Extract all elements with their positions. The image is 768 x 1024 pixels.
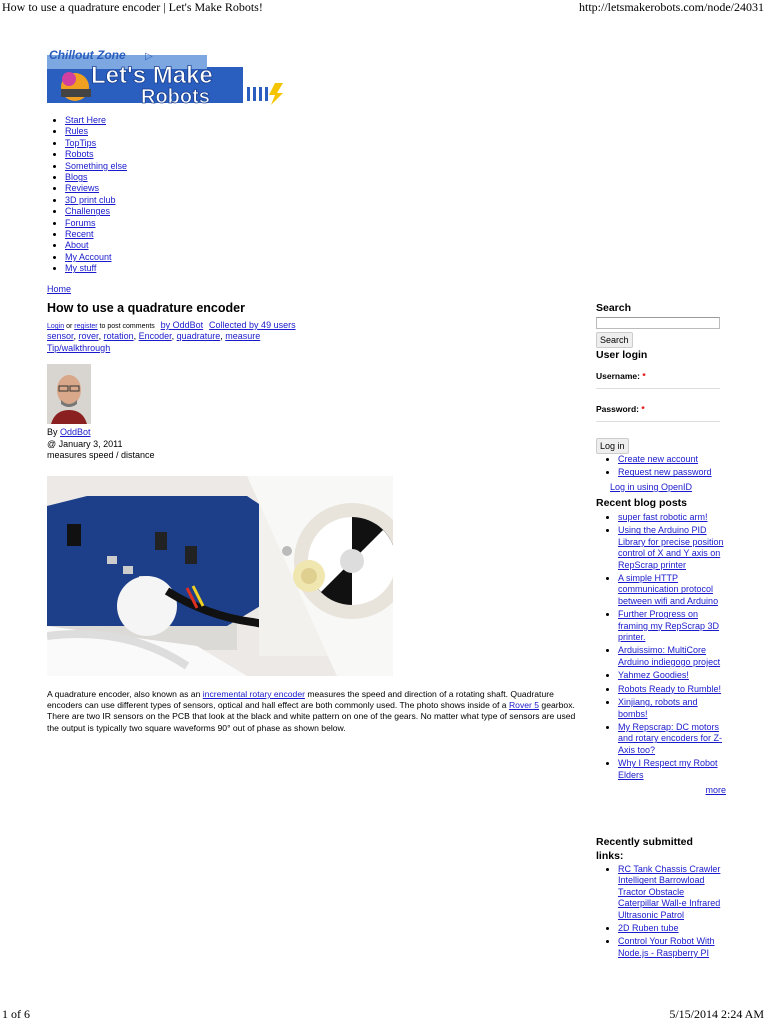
search-heading: Search	[596, 302, 632, 314]
nav-item	[65, 218, 127, 229]
nav-item	[65, 138, 127, 149]
blog-heading: Recent blog posts	[596, 497, 688, 509]
nav-item	[65, 229, 127, 240]
nav-link-my-stuff[interactable]: My stuff	[65, 263, 97, 274]
main-nav	[47, 115, 127, 275]
byline-author-link[interactable]: OddBot	[60, 427, 91, 437]
body-text-1: A quadrature encoder, also known as an	[47, 689, 203, 699]
register-link[interactable]: register	[74, 323, 98, 330]
nav-link-something-else[interactable]: Something else	[65, 160, 128, 171]
login-block	[596, 349, 726, 422]
links-list	[596, 864, 726, 959]
post-date: @ January 3, 2011	[47, 438, 123, 449]
nav-link-rules[interactable]: Rules	[65, 126, 89, 137]
article-body	[47, 689, 587, 734]
nav-item	[65, 183, 127, 194]
blog-post-link-super-fast-robotic-arm[interactable]: super fast robotic arm!	[618, 512, 708, 522]
blog-list	[596, 512, 726, 781]
print-footer-datetime: 5/15/2014 2:24 AM	[669, 1007, 764, 1021]
submitted-item	[618, 923, 726, 934]
account-item	[618, 454, 726, 465]
blog-post-item	[618, 645, 726, 668]
login-actions	[596, 438, 726, 492]
nav-item	[65, 263, 127, 274]
password-label: Password: *	[596, 404, 645, 414]
password-input[interactable]	[596, 414, 720, 422]
username-input[interactable]	[596, 381, 720, 389]
post-comments-text: to post comments	[97, 323, 155, 330]
account-link-create-new-account[interactable]: Create new account	[618, 454, 699, 464]
required-mark: *	[642, 371, 646, 381]
nav-item	[65, 172, 127, 183]
nav-link-toptips[interactable]: TopTips	[65, 137, 97, 148]
search-block	[596, 302, 726, 348]
print-header	[0, 0, 768, 16]
blog-post-item	[618, 722, 726, 756]
recent-links-block	[596, 835, 726, 961]
search-button[interactable]: Search	[596, 332, 633, 348]
tag-link-quadrature[interactable]: quadrature	[176, 331, 221, 341]
blog-post-link-xinjiang-robots-and-bombs[interactable]: Xinjiang, robots and bombs!	[618, 697, 698, 719]
tag-separator: ,	[133, 331, 139, 341]
tag-separator: ,	[220, 331, 226, 341]
nav-item	[65, 252, 127, 263]
logo-top-text: Chillout Zone	[49, 48, 126, 62]
login-heading: User login	[596, 349, 648, 361]
nav-item	[65, 240, 127, 251]
nav-link-robots[interactable]: Robots	[65, 149, 94, 160]
nav-link-reviews[interactable]: Reviews	[65, 183, 100, 194]
required-mark: *	[641, 404, 645, 414]
nav-item	[65, 126, 127, 137]
print-header-url: http://letsmakerobots.com/node/24031	[579, 0, 764, 14]
nav-link-3d-print-club[interactable]: 3D print club	[65, 194, 116, 205]
submitted-link-rc-tank-chassis-crawler-intell[interactable]: RC Tank Chassis Crawler Intelligent Barrowload Tractor Obstacle Caterpillar Wall-e Infrared Ultrasonic Patrol	[618, 864, 721, 920]
blog-post-link-using-the-arduino-pid-library-[interactable]: Using the Arduino PID Library for precise position control of X and Y axis on RepScrap printer	[618, 525, 724, 570]
or-text: or	[64, 323, 75, 330]
nav-link-challenges[interactable]: Challenges	[65, 206, 111, 217]
nav-link-my-account[interactable]: My Account	[65, 251, 112, 262]
blog-post-link-further-progress-on-framing-my[interactable]: Further Progress on framing my RepScrap 3D printer.	[618, 609, 720, 643]
blog-post-item	[618, 525, 726, 571]
tag-separator: ,	[98, 331, 104, 341]
tag-link-rover[interactable]: rover	[78, 331, 99, 341]
author-avatar[interactable]	[47, 364, 91, 424]
print-header-title: How to use a quadrature encoder | Let's Make Robots!	[2, 0, 263, 14]
blog-post-item	[618, 573, 726, 607]
blog-post-item	[618, 697, 726, 720]
logo-line2: Robots	[141, 86, 210, 107]
account-link-request-new-password[interactable]: Request new password	[618, 467, 712, 478]
author-link[interactable]: by OddBot	[160, 320, 204, 330]
rover-5-link[interactable]: Rover 5	[508, 700, 540, 711]
submitted-link-2d-ruben-tube[interactable]: 2D Ruben tube	[618, 923, 679, 934]
breadcrumb-home[interactable]: Home	[47, 284, 72, 294]
tag-separator: ,	[171, 331, 177, 341]
blog-post-item	[618, 758, 726, 781]
nav-item	[65, 149, 127, 160]
article-title: How to use a quadrature encoder	[47, 301, 245, 315]
collected-link[interactable]: Collected by 49 users	[209, 320, 296, 330]
tag-separator: ,	[73, 331, 79, 341]
tag-link-encoder[interactable]: Encoder	[138, 331, 172, 341]
more-link[interactable]: more	[705, 784, 726, 795]
print-footer	[0, 1006, 768, 1024]
tag-link-rotation[interactable]: rotation	[103, 331, 134, 341]
site-logo[interactable]	[47, 45, 297, 107]
svg-text:▷: ▷	[145, 51, 153, 62]
category-link[interactable]: Tip/walkthrough	[47, 342, 111, 353]
account-item	[618, 467, 726, 478]
tag-link-sensor[interactable]: sensor	[47, 331, 74, 341]
submitted-link-control-your-robot-with-node-j[interactable]: Control Your Robot With Node.js - Raspberry PI	[618, 936, 715, 958]
account-links	[596, 454, 726, 479]
blog-post-link-my-repscrap-dc-motors-and-rota[interactable]: My Repscrap: DC motors and rotary encoders for Z-Axis too?	[618, 721, 723, 755]
byline	[47, 427, 155, 462]
blog-post-link-arduissimo-multicore-arduino-i[interactable]: Arduissimo: MultiCore Arduino indiegogo project	[618, 645, 721, 667]
nav-link-about[interactable]: About	[65, 240, 89, 251]
blog-post-link-why-i-respect-my-robot-elders[interactable]: Why I Respect my Robot Elders	[618, 758, 718, 780]
nav-link-forums[interactable]: Forums	[65, 217, 96, 228]
article-subtitle: measures speed / distance	[47, 450, 155, 460]
blog-post-item	[618, 670, 726, 681]
logo-line1: Let's Make	[91, 62, 213, 89]
nav-item	[65, 161, 127, 172]
blog-post-item	[618, 512, 726, 523]
article-tags	[47, 331, 260, 354]
blog-post-item	[618, 609, 726, 643]
blog-post-item	[618, 684, 726, 695]
username-label: Username: *	[596, 371, 646, 381]
blog-post-link-yahmez-goodies[interactable]: Yahmez Goodies!	[618, 670, 689, 681]
incremental-rotary-encoder-link[interactable]: incremental rotary encoder	[202, 689, 305, 699]
nav-link-blogs[interactable]: Blogs	[65, 172, 88, 183]
submitted-item	[618, 936, 726, 959]
search-input[interactable]	[596, 317, 720, 329]
tag-link-measure[interactable]: measure	[225, 331, 261, 341]
blog-post-link-robots-ready-to-rumble[interactable]: Robots Ready to Rumble!	[618, 683, 722, 694]
recent-blog-posts-block	[596, 497, 726, 795]
encoder-gearbox-photo	[47, 476, 393, 676]
blog-post-link-a-simple-http-communication-pr[interactable]: A simple HTTP communication protocol between wifi and Arduino	[618, 573, 719, 606]
login-button[interactable]: Log in	[596, 438, 629, 454]
by-label: By	[47, 427, 61, 437]
login-link[interactable]: Login	[47, 323, 65, 330]
nav-link-start-here[interactable]: Start Here	[65, 115, 107, 125]
body-text-3: gearbox. There are two IR sensors on the PCB that look at the black and white pattern on one of the gears. No matter what type of sensors are used the output is typically two square waveforms 90° out of phase as shown below.	[47, 700, 576, 733]
links-heading: Recently submitted links:	[596, 836, 693, 862]
nav-item	[65, 195, 127, 206]
nav-item	[65, 206, 127, 217]
openid-link[interactable]: Log in using OpenID	[610, 481, 693, 492]
submitted-item	[618, 864, 726, 921]
print-footer-page: 1 of 6	[2, 1007, 30, 1021]
nav-link-recent[interactable]: Recent	[65, 229, 94, 240]
body-text-2: measures the speed and direction of a rotating shaft. Quadrature encoders can use different types of sensors, optical and hall effect are both commonly used. The photo shows inside of a	[47, 689, 554, 711]
nav-item	[65, 115, 127, 126]
